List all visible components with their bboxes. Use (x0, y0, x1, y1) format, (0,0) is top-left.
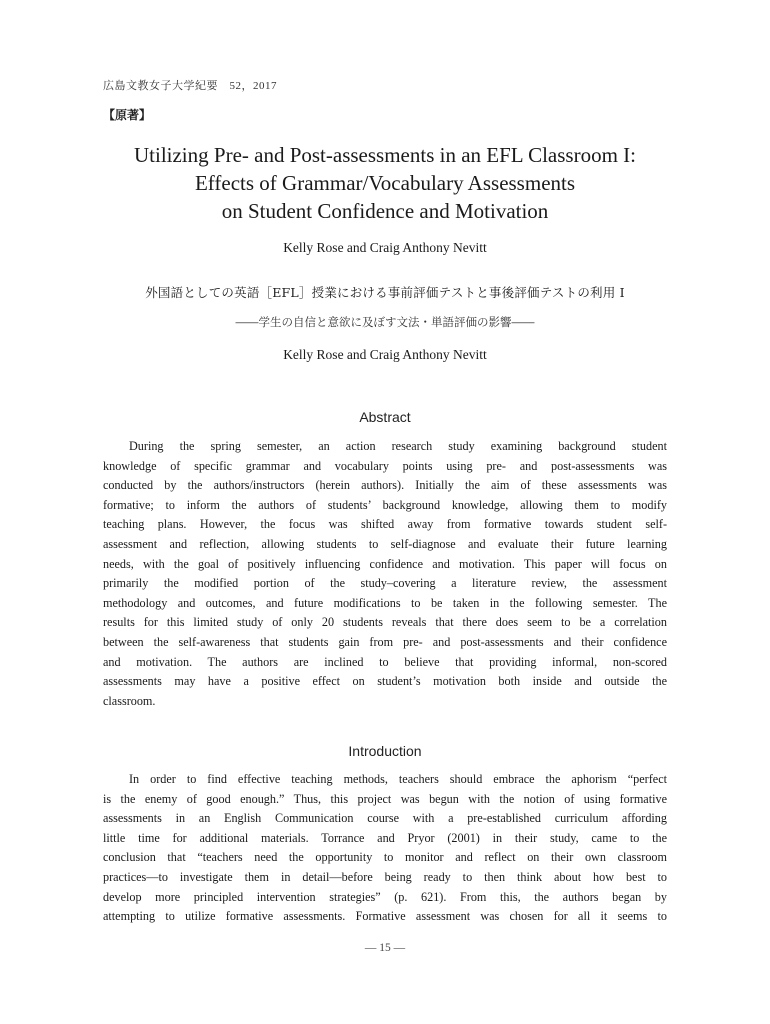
abstract-line: between the self-awareness that students gain from pre- and post-assessments and their confidence (103, 634, 667, 649)
abstract-line: formative; to inform the authors of students’ background knowledge, allowing them to modify (103, 497, 667, 512)
authors-japanese-section: Kelly Rose and Craig Anthony Nevitt (283, 347, 487, 362)
page-number: — 15 — (364, 942, 406, 954)
title-line: Effects of Grammar/Vocabulary Assessments (194, 171, 576, 195)
title-line: on Student Confidence and Motivation (221, 199, 549, 223)
journal-citation: 広島文教女子大学紀要 52，2017 (103, 80, 277, 92)
title-line: Utilizing Pre- and Post-assessments in an EFL Classroom I: (133, 143, 636, 167)
japanese-subtitle: ――学生の自信と意欲に及ぼす文法・単語評価の影響―― (235, 315, 535, 329)
introduction-line: assessments in an English Communication course with a pre-established curriculum affording (103, 811, 667, 826)
introduction-line: practices—to investigate them in detail—before being ready to then think about how best to (103, 869, 667, 884)
japanese-title: 外国語としての英語［EFL］授業における事前評価テストと事後評価テストの利用 I (145, 285, 625, 300)
abstract-heading: Abstract (359, 409, 411, 425)
abstract-line: and motivation. The authors are inclined to believe that providing informal, non-scored (103, 654, 667, 669)
abstract-line: results for this limited study of only 20 students reveals that there does seem to be a correlation (103, 615, 667, 630)
authors-english: Kelly Rose and Craig Anthony Nevitt (283, 240, 487, 255)
introduction-line: conclusion that “teachers need the opportunity to monitor and reflect on their own classroom (103, 850, 667, 865)
introduction-line: is the enemy of good enough.” Thus, this project was begun with the notion of using formative (103, 791, 667, 806)
abstract-line: classroom. (103, 693, 156, 708)
introduction-line: develop more principled intervention strategies” (p. 621). From this, the authors began by (103, 889, 667, 904)
abstract-line: assessment and reflection, allowing students to self-diagnose and evaluate their future learning (103, 536, 667, 551)
abstract-line: conducted by the authors/instructors (herein authors). Initially the aim of these assessments was (103, 478, 667, 493)
introduction-line: attempting to utilize formative assessments. Formative assessment was chosen for all it seems to (103, 909, 667, 924)
abstract-line: teaching plans. However, the focus was shifted away from formative towards student self- (103, 517, 667, 532)
introduction-line: little time for additional materials. Torrance and Pryor (2001) in their study, came to the (103, 830, 667, 845)
abstract-line: needs, with the goal of positively influencing confidence and motivation. This paper will focus on (103, 556, 667, 571)
abstract-line: primarily the modified portion of the study–covering a literature review, the assessment (103, 576, 667, 591)
introduction-heading: Introduction (348, 743, 422, 759)
article-type-tag: 【原著】 (103, 108, 152, 122)
abstract-line: methodology and outcomes, and future modifications to be taken in the following semester. The (103, 595, 667, 610)
introduction-body (103, 770, 667, 927)
abstract-body (103, 437, 667, 711)
introduction-line: In order to find effective teaching methods, teachers should embrace the aphorism “perfect (129, 772, 667, 786)
abstract-line: During the spring semester, an action research study examining background student (129, 439, 667, 453)
abstract-line: assessments may have a positive effect on student’s motivation both inside and outside the (103, 674, 667, 689)
abstract-line: knowledge of specific grammar and vocabulary points using pre- and post-assessments was (103, 458, 667, 473)
paper-title (60, 141, 710, 225)
